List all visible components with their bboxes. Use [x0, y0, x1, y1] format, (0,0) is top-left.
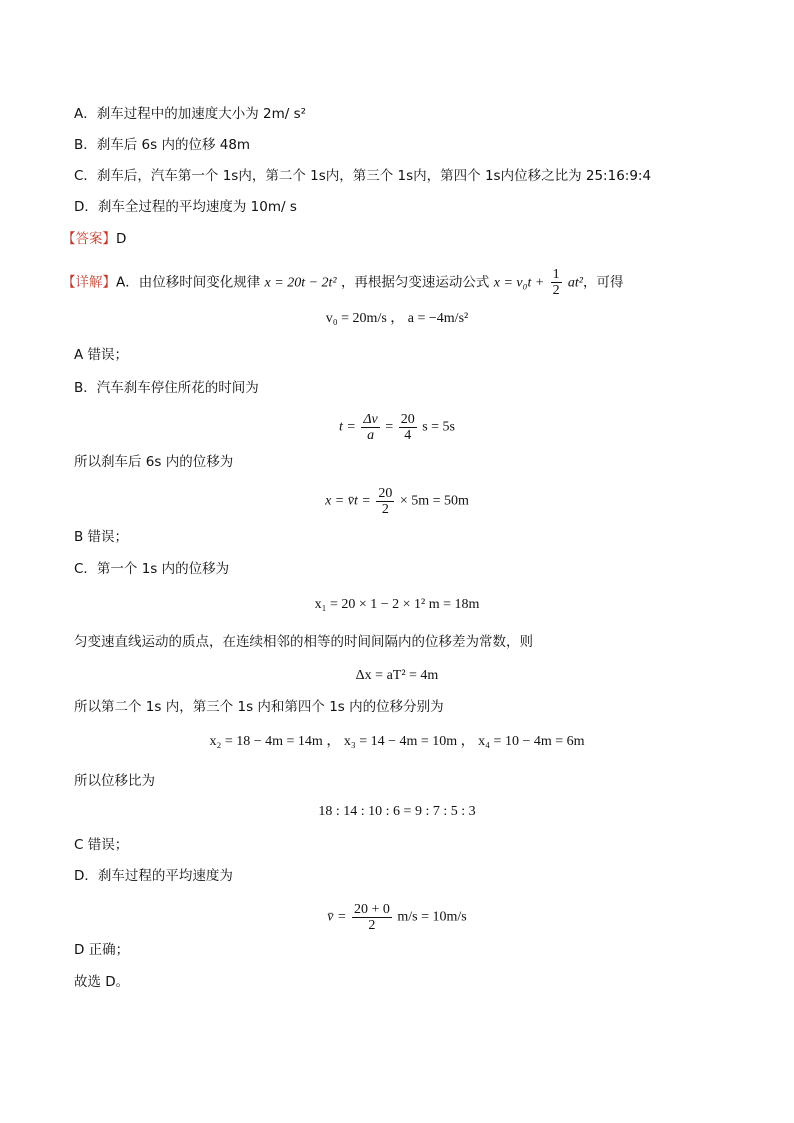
fraction-numerator: Δv	[363, 412, 378, 427]
solution-a-line	[62, 267, 624, 298]
fraction-20-4	[399, 412, 417, 443]
answer-label: 【答案】	[62, 231, 116, 247]
answer-value: D	[116, 231, 127, 247]
fraction-denominator: 2	[368, 918, 376, 933]
equation-rhs: × 5m = 50m	[399, 493, 469, 509]
solution-b-intro-2: 所以刹车后 6s 内的位移为	[74, 454, 234, 470]
fraction-numerator: 20 + 0	[353, 902, 390, 917]
equation-delta-x: Δx = aT² = 4m	[355, 668, 439, 683]
answer-line	[62, 230, 126, 248]
solution-c-intro-4: 所以位移比为	[74, 773, 155, 789]
solution-d-conclusion: D 正确；	[74, 942, 130, 958]
equation-initial-values: v₀ = 20m/s ， a = −4m/s²	[325, 311, 469, 326]
fraction-numerator: 20	[400, 412, 415, 427]
solution-a-intro-1: A．由位移时间变化规律	[116, 274, 261, 291]
equation-displacement: x = 20t − 2t²	[264, 275, 337, 291]
equation-average-velocity	[0, 902, 794, 933]
fraction-half	[551, 267, 562, 298]
fraction-numerator: 1	[552, 267, 560, 282]
fraction-denominator: 2	[552, 283, 560, 298]
fraction-20-2	[376, 486, 394, 517]
solution-c-intro-3: 所以第二个 1s 内，第三个 1s 内和第四个 1s 内的位移分别为	[74, 699, 444, 715]
solution-d-intro: D．刹车过程的平均速度为	[74, 868, 233, 884]
equation-kinematic-a: x = v₀t +	[493, 275, 545, 291]
solution-a-conclusion: A 错误；	[74, 347, 129, 363]
fraction-denominator: 2	[381, 502, 389, 517]
equation-lhs: t =	[339, 419, 356, 435]
fraction-numerator: 20	[378, 486, 393, 501]
solution-c-intro-2: 匀变速直线运动的质点，在连续相邻的相等的时间间隔内的位移差为常数，则	[74, 634, 533, 650]
equation-x2-x3-x4: x₂ = 18 − 4m = 14m ， x₃ = 14 − 4m = 10m ， x₄ = 10 − 4m = 6m	[209, 734, 585, 749]
option-a: A．刹车过程中的加速度大小为 2m/ s²	[74, 106, 307, 122]
final-answer: 故选 D。	[74, 974, 130, 990]
equation-rhs: s = 5s	[422, 419, 455, 435]
equation-stop-time	[0, 412, 794, 443]
equation-displacement-6s	[0, 486, 794, 517]
fraction-denominator: a	[367, 428, 375, 443]
option-c: C．刹车后，汽车第一个 1s内，第二个 1s内，第三个 1s内，第四个 1s内位移之比为 25:16:9:4	[74, 168, 652, 184]
solution-b-intro: B．汽车刹车停住所花的时间为	[74, 380, 259, 396]
solution-b-conclusion: B 错误；	[74, 529, 129, 545]
fraction-20plus0-2	[352, 902, 392, 933]
option-d: D．刹车全过程的平均速度为 10m/ s	[74, 199, 297, 215]
equation-equals: =	[385, 419, 394, 435]
fraction-dv-a	[361, 412, 379, 443]
equation-ratio: 18 : 14 : 10 : 6 = 9 : 7 : 5 : 3	[318, 804, 476, 819]
equation-kinematic-b: at²	[567, 275, 584, 291]
solution-c-conclusion: C 错误；	[74, 837, 129, 853]
solution-a-intro-3: ，可得	[583, 274, 624, 291]
fraction-denominator: 4	[404, 428, 412, 443]
option-b: B．刹车后 6s 内的位移 48m	[74, 137, 251, 153]
solution-label: 【详解】	[62, 274, 116, 291]
solution-a-intro-2: ，再根据匀变速运动公式	[340, 274, 490, 291]
equation-x1: x₁ = 20 × 1 − 2 × 1² m = 18m	[314, 597, 480, 612]
equation-lhs: x = v̄t =	[325, 493, 371, 509]
equation-rhs: m/s = 10m/s	[397, 909, 467, 925]
solution-c-intro: C．第一个 1s 内的位移为	[74, 561, 230, 577]
equation-lhs: v̄ =	[327, 909, 347, 925]
